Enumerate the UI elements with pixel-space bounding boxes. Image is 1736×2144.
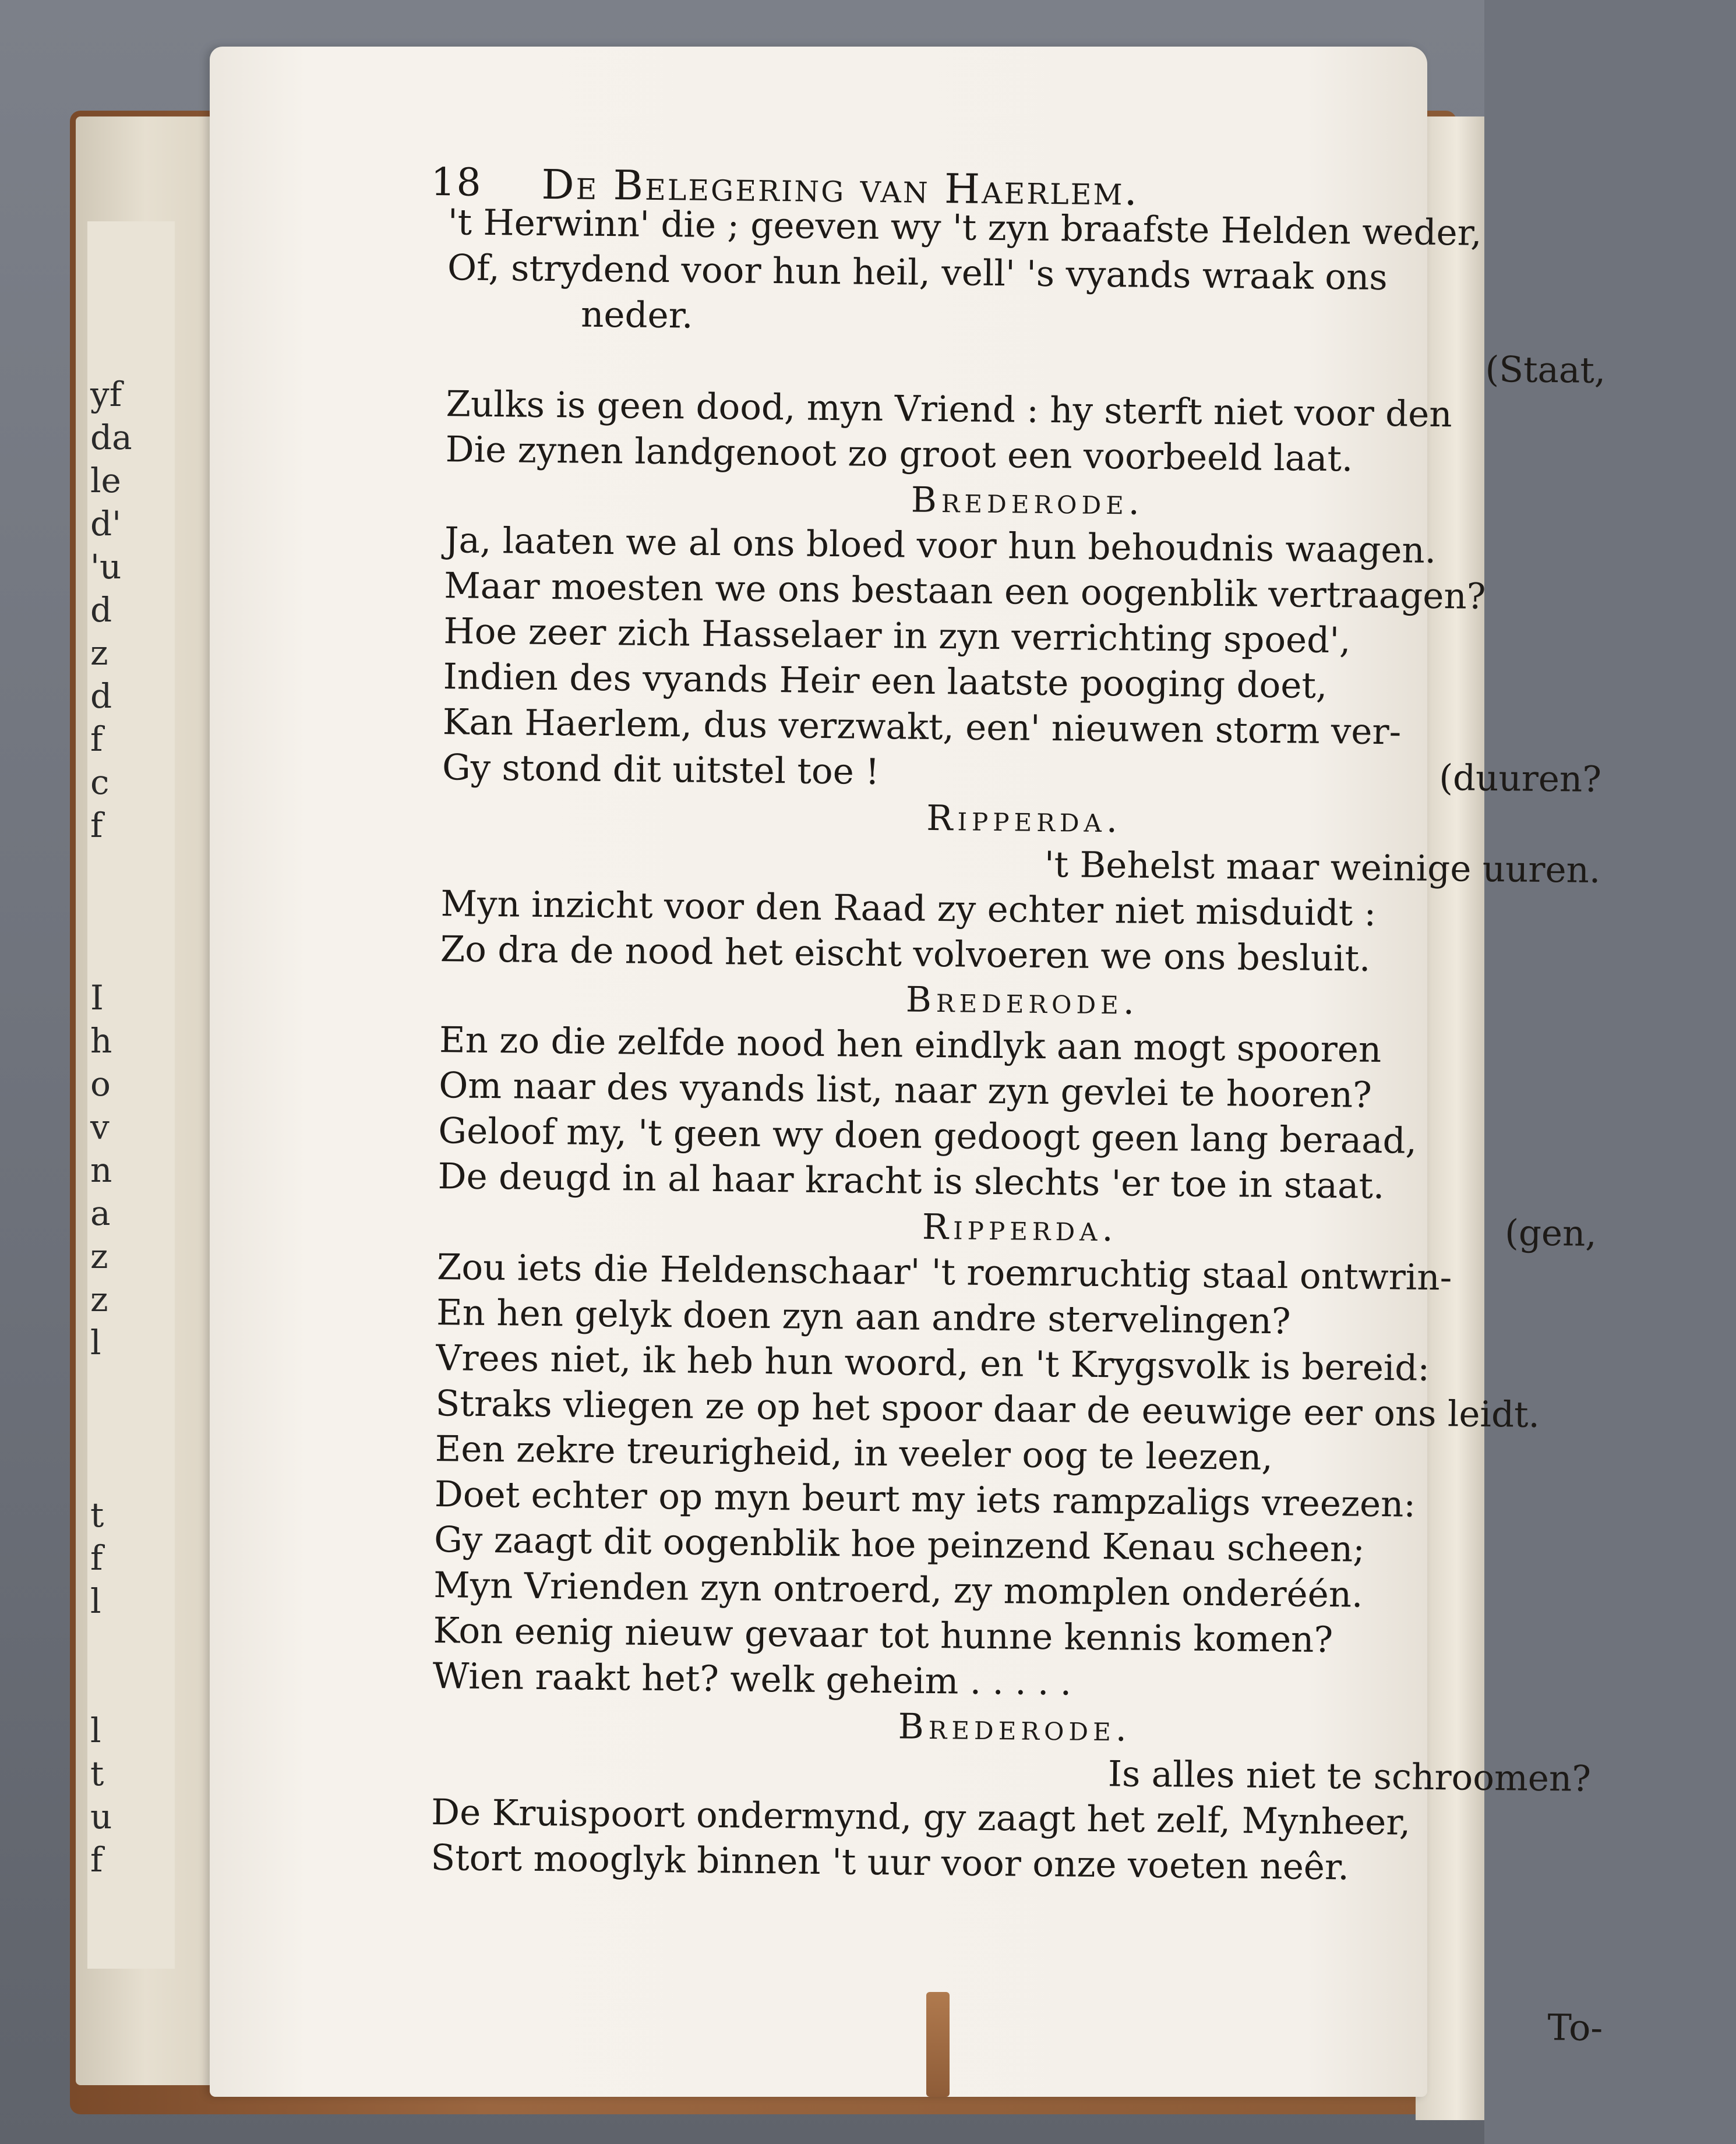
- speaker-name: Brederode.: [898, 1706, 1132, 1750]
- page-number: 18: [431, 159, 482, 205]
- verse-line: Is alles niet te schroomen?: [1107, 1753, 1592, 1800]
- verse-line: De Kruispoort ondermynd, gy zaagt het zelf, Mynheer,: [431, 1792, 1411, 1843]
- verse-line: Stort mooglyk binnen 't uur voor onze voeten neêr.: [431, 1837, 1350, 1888]
- verse-line: Myn inzicht voor den Raad zy echter niet misduidt :: [440, 883, 1377, 934]
- verse-line: Zo dra de nood het eischt volvoeren we ons besluit.: [440, 928, 1371, 980]
- speaker-name: Brederode.: [905, 979, 1139, 1023]
- verse-overflow: (duuren?: [1438, 757, 1602, 800]
- verse-line: Myn Vrienden zyn ontroerd, zy momplen onderéén.: [433, 1564, 1363, 1616]
- verse-line: Om naar des vyands list, naar zyn gevlei te hooren?: [438, 1065, 1372, 1116]
- verse-line: Kan Haerlem, dus verzwakt, een' nieuwen storm ver-: [442, 701, 1402, 753]
- left-leaf-fragment-text: yf da le d' 'u d z d f c f I h o v n a z z l t f l l t u f: [90, 375, 132, 1880]
- verse-line: Wien raakt het? welk geheim . . . . .: [432, 1655, 1072, 1704]
- running-head: De Belegering van Haerlem.: [541, 160, 1139, 215]
- verse-line: Een zekre treurigheid, in veeler oog te leezen,: [435, 1428, 1273, 1479]
- verse-overflow: (gen,: [1504, 1212, 1597, 1255]
- speaker-name: Brederode.: [911, 479, 1145, 523]
- verse-line: Doet echter op myn beurt my iets rampzaligs vreezen:: [434, 1474, 1416, 1525]
- verse-line: Zulks is geen dood, myn Vriend : hy sterft niet voor den: [446, 383, 1453, 436]
- verse-line: Die zynen landgenoot zo groot een voorbeeld laat.: [445, 429, 1353, 480]
- verse-line: Hoe zeer zich Hasselaer in zyn verrichting spoed',: [443, 610, 1351, 662]
- binding-thread: [926, 1992, 950, 2097]
- speaker-name: Ripperda.: [926, 797, 1123, 841]
- verse-line: 't Herwinn' die ; geeven wy 't zyn braafste Helden weder,: [447, 202, 1482, 254]
- verse-line: (Staat,: [1485, 348, 1606, 392]
- verse-line: Zou iets die Heldenschaar' 't roemruchtig staal ontwrin-: [436, 1246, 1452, 1299]
- verse-line: Indien des vyands Heir een laatste pooging doet,: [443, 656, 1328, 707]
- verse-line: Ja, laaten we al ons bloed voor hun behoudnis waagen.: [444, 520, 1437, 571]
- verse-line: Straks vliegen ze op het spoor daar de eeuwige eer ons leidt.: [435, 1383, 1540, 1436]
- verse-line: Of, strydend voor hun heil, vell' 's vyands wraak ons: [447, 247, 1388, 299]
- verse-line: 't Behelst maar weinige uuren.: [1044, 843, 1601, 891]
- catchword: To-: [1547, 2006, 1603, 2050]
- verse-line: En hen gelyk doen zyn aan andre stervelingen?: [436, 1292, 1291, 1343]
- verse-line: Vrees niet, ik heb hun woord, en 't Krygsvolk is bereid:: [436, 1337, 1430, 1389]
- verse-line: Maar moesten we ons bestaan een oogenblik vertraagen?: [443, 565, 1486, 617]
- verse-line: Gy zaagt dit oogenblik hoe peinzend Kenau scheen;: [433, 1519, 1365, 1570]
- verse-line: En zo die zelfde nood hen eindlyk aan mogt spooren: [439, 1019, 1382, 1071]
- verse-line: Kon eenig nieuw gevaar tot hunne kennis komen?: [433, 1610, 1333, 1661]
- verse-line: Geloof my, 't geen wy doen gedoogt geen lang beraad,: [438, 1110, 1417, 1162]
- verse-line: De deugd in al haar kracht is slechts 'er toe in staat.: [437, 1156, 1385, 1207]
- speaker-name: Ripperda.: [922, 1206, 1118, 1250]
- page-content: [215, 157, 1606, 2050]
- verse-line: neder.: [580, 294, 693, 337]
- verse-line: Gy stond dit uitstel toe !: [442, 747, 880, 793]
